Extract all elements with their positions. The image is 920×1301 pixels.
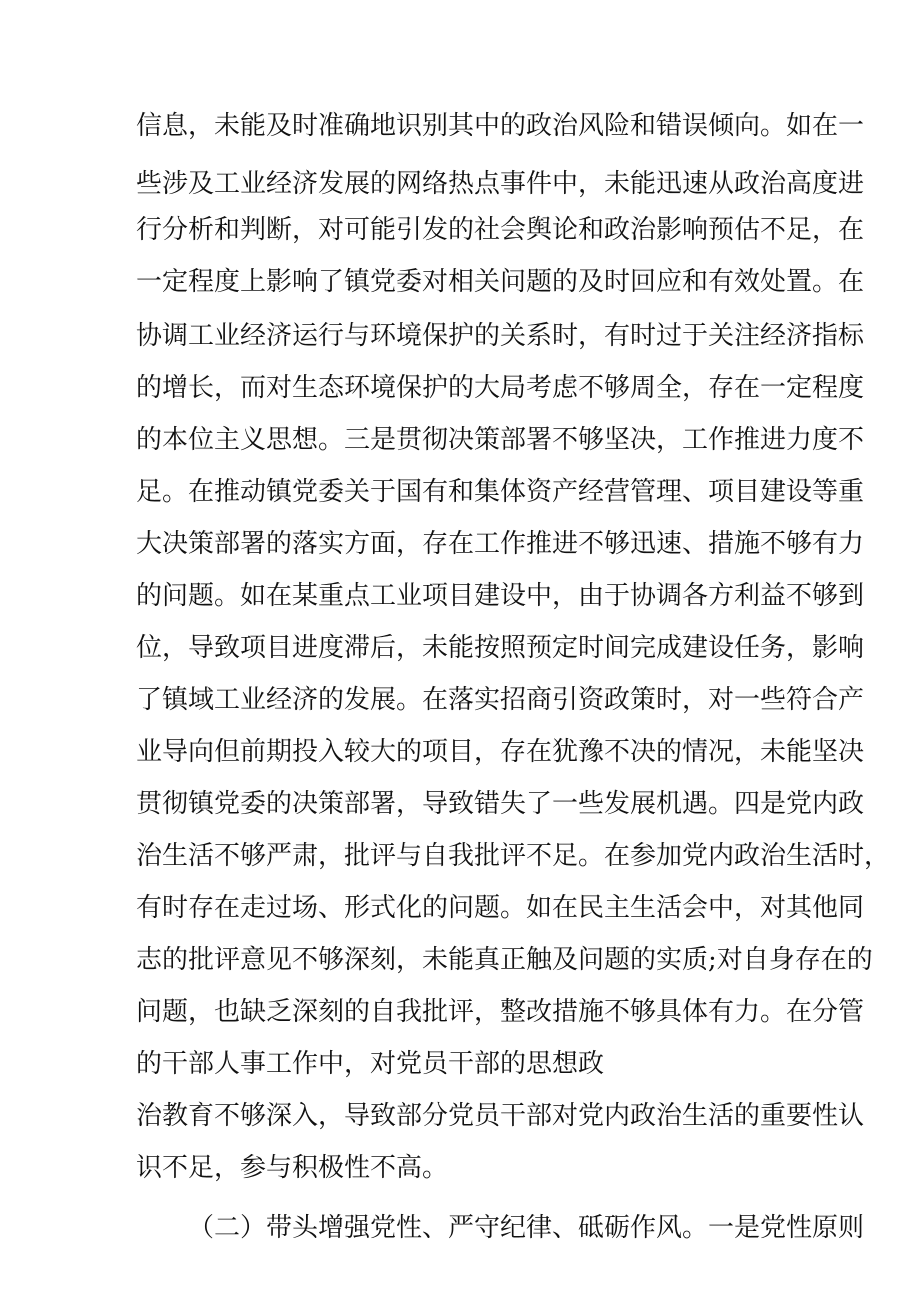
body-line-18: 问题，也缺乏深刻的自我批评，整改措施不够具体有力。在分管 xyxy=(136,997,865,1027)
body-line-21: 识不足，参与积极性不高。 xyxy=(136,1153,449,1183)
body-line-6: 的增长，而对生态环境保护的大局考虑不够周全，存在一定程度 xyxy=(136,373,865,403)
body-line-19: 的干部人事工作中，对党员干部的思想政 xyxy=(136,1049,605,1079)
body-line-9: 大决策部署的落实方面，存在工作推进不够迅速、措施不够有力 xyxy=(136,529,865,559)
body-line-5: 协调工业经济运行与环境保护的关系时，有时过于关注经济指标 xyxy=(136,321,865,351)
body-line-17: 志的批评意见不够深刻，未能真正触及问题的实质;对自身存在的 xyxy=(136,945,873,975)
body-line-14: 贯彻镇党委的决策部署，导致错失了一些发展机遇。四是党内政 xyxy=(136,789,865,819)
body-line-4: 一定程度上影响了镇党委对相关问题的及时回应和有效处置。在 xyxy=(136,267,865,297)
body-line-12: 了镇域工业经济的发展。在落实招商引资政策时，对一些符合产 xyxy=(136,685,865,715)
body-line-1: 信息，未能及时准确地识别其中的政治风险和错误倾向。如在一 xyxy=(136,111,865,141)
body-line-10: 的问题。如在某重点工业项目建设中，由于协调各方利益不够到 xyxy=(136,581,865,611)
body-line-11: 位，导致项目进度滞后，未能按照预定时间完成建设任务，影响 xyxy=(136,633,865,663)
body-line-8: 足。在推动镇党委关于国有和集体资产经营管理、项目建设等重 xyxy=(136,477,865,507)
body-line-16: 有时存在走过场、形式化的问题。如在民主生活会中，对其他同 xyxy=(136,893,865,923)
body-line-15: 治生活不够严肃，批评与自我批评不足。在参加党内政治生活时， xyxy=(136,841,891,871)
body-line-13: 业导向但前期投入较大的项目，存在犹豫不决的情况，未能坚决 xyxy=(136,737,865,767)
body-line-20: 治教育不够深入，导致部分党员干部对党内政治生活的重要性认 xyxy=(136,1101,865,1131)
body-line-3: 行分析和判断，对可能引发的社会舆论和政治影响预估不足，在 xyxy=(136,215,865,245)
body-line-7: 的本位主义思想。三是贯彻决策部署不够坚决，工作推进力度不 xyxy=(136,425,865,455)
body-line-2: 些涉及工业经济发展的网络热点事件中，未能迅速从政治高度进 xyxy=(136,169,865,199)
section-heading-line: （二）带头增强党性、严守纪律、砥砺作风。一是党性原则 xyxy=(188,1213,865,1243)
